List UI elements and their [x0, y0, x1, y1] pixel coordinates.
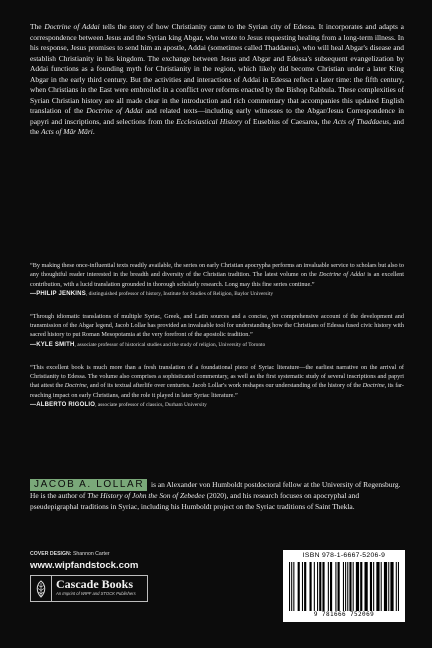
endorsements	[30, 261, 404, 423]
barcode-bar	[330, 562, 332, 611]
author-bio	[30, 479, 404, 512]
barcode-bar	[360, 562, 362, 611]
endorser-name: —PHILIP JENKINS	[30, 290, 86, 297]
barcode-bar	[396, 562, 397, 611]
barcode-bar	[322, 562, 324, 611]
barcode-bar	[349, 562, 351, 611]
barcode-bar	[353, 562, 354, 611]
cover-design-credit	[30, 551, 110, 557]
barcode-digits: 9 781666 752069	[313, 611, 375, 618]
endorsement-attribution	[30, 401, 404, 409]
publisher-website: www.wipfandstock.com	[30, 560, 139, 571]
endorsement-smith	[30, 312, 404, 349]
cover-design-label: COVER DESIGN:	[30, 551, 72, 557]
endorser-affiliation: , associate professor of historical studies and the study of religion, University of Toronto	[74, 341, 266, 348]
endorsement-quote: “This excellent book is much more than a fresh translation of a foundational piece of Syriac literature—the earliest narrative on the arrival of Christianity to Edessa. The volume also comprises a sophisticated commentary, as well as the first systematic study of several inscriptions and papyri that attest the Doctrine, and of its textual afterlife over centuries. Jacob Lollar's work reshapes our understanding of the history of the Doctrine, its far-reaching impact on early Christians, and the role it played in later Syriac literature.”	[30, 363, 404, 399]
barcode-bar	[356, 562, 359, 611]
barcode-bar	[304, 562, 306, 611]
barcode-bar	[388, 562, 389, 611]
author-bio-text: is an Alexander von Humboldt postdoctoral fellow at the University of Regensburg. He is the author of The History of John the Son of Zebedee (2020), and his research focuses on apocryphal and pseudepigraphal traditions in Syriac, including his Humboldt project on the Syriac traditions of Saint Thekla.	[30, 480, 401, 511]
endorsement-quote: “Through idiomatic translations of multiple Syriac, Greek, and Latin sources and a concise, yet comprehensive account of the development and transmission of the Abgar legend, Jacob Lollar has provided an invaluable tool for understanding how the Christians of Edessa fused civic history with sacred history to put Roman Mesopotamia at the very forefront of the apostolic tradition.”	[30, 312, 404, 339]
barcode-bar	[343, 562, 344, 611]
barcode-bar	[384, 562, 387, 611]
endorsement-rigolio	[30, 363, 404, 409]
book-description: The Doctrine of Addai tells the story of how Christianity came to the Syrian city of Edessa. It incorporates and adapts a correspondence between Jesus and the Syrian king Abgar, who wrote to Jesus requesting healing from a long-term illness. In his response, Jesus promises to send him an apostle, Addai (sometimes called Thaddaeus), who will heal Abgar's disease and establish Christianity in his kingdom. The exchange between Jesus and Abgar and Edessa's subsequent evangelization by Addai functions as a founding myth for Christianity in the region, which likely did become Christian under a later King Abgar in the early third century. But the activities and interactions of Addai in Edessa reflect a later time: the fifth century, when Christians in the East were embroiled in a conflict over reforms enacted by the Bishop Rabbula. These complexities of Syrian Christian history are all made clear in the introduction and rich commentary that accompanies this updated English translation of the Doctrine of Addai and related texts—including early witnesses to the Abgar/Jesus Correspondence in papyri and inscriptions, and selections from the Ecclesiastical History of Eusebius of Caesarea, the Acts of Thaddaeus, and the Acts of Mār Māri.	[30, 22, 404, 137]
endorsement-attribution	[30, 341, 404, 349]
isbn-label: ISBN 978-1-6667-5206-9	[302, 552, 386, 559]
barcode-bar	[345, 562, 346, 611]
barcode-bar	[373, 562, 374, 611]
endorser-name: —ALBERTO RIGOLIO	[30, 401, 96, 408]
barcode-bar	[376, 562, 379, 611]
endorsement-attribution	[30, 290, 404, 298]
barcode-bar	[347, 562, 348, 611]
barcode-bar	[317, 562, 318, 611]
barcode-bar	[370, 562, 372, 611]
barcode-bar	[293, 562, 294, 611]
barcode-bar	[381, 562, 382, 611]
barcode-bar	[314, 562, 315, 611]
barcode-bar	[302, 562, 303, 611]
barcode-bar	[338, 562, 340, 611]
logo-title: Cascade Books	[56, 577, 134, 591]
barcode-bar	[298, 562, 300, 611]
barcode-bar	[328, 562, 329, 611]
barcode-bar	[398, 562, 399, 611]
barcode-bar	[335, 562, 336, 611]
endorser-name: —KYLE SMITH	[30, 341, 75, 348]
logo-subtitle: An Imprint of WIPF and STOCK Publishers	[56, 591, 136, 596]
isbn-barcode-box	[283, 550, 405, 622]
barcode-bar	[364, 562, 367, 611]
author-name: JACOB A. LOLLAR	[30, 479, 147, 491]
endorsement-jenkins	[30, 261, 404, 298]
cascade-leaf-icon	[31, 576, 52, 601]
publisher-logo	[30, 575, 148, 602]
endorser-affiliation: , distinguished professor of history, Institute for Studies of Religion, Baylor University	[85, 290, 274, 297]
barcode-bar	[289, 562, 290, 611]
endorser-affiliation: , associate professor of classics, Durham University	[95, 401, 207, 408]
endorsement-quote: “By making these once-influential texts readily available, the series on early Christian apocrypha performs an invaluable service to scholars but also to any thoughtful reader interested in the breadth and diversity of the Christian tradition. The latest volume on the Doctrine of Addai is an excellent contribution, with a lucid translation grounded in thorough scholarly research. Long may this fine series continue.”	[30, 262, 404, 288]
barcode-bar	[309, 562, 311, 611]
barcode-bar	[390, 562, 393, 611]
barcode-bar	[319, 562, 321, 611]
barcode	[289, 562, 399, 611]
barcode-bar	[291, 562, 292, 611]
cover-designer: Shannon Carter	[71, 551, 110, 557]
